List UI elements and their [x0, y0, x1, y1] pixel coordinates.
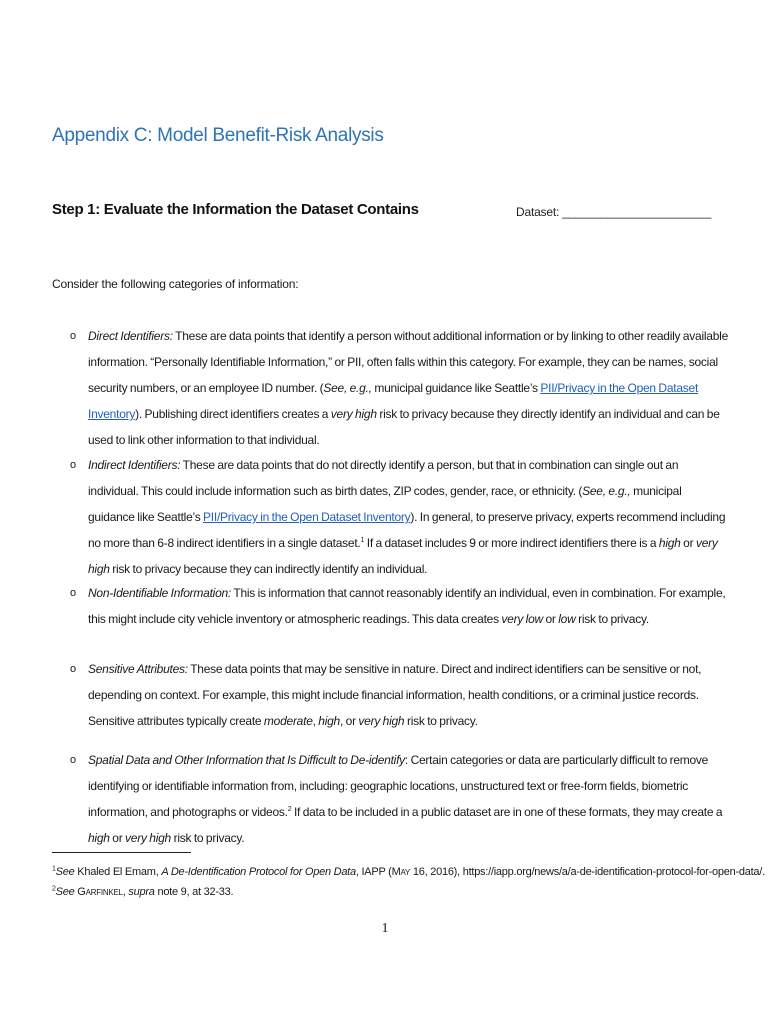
list-item-non-identifiable: o Non-Identifiable Information: This is information that cannot reasonably identify an individual, even in combination. For example, this might include city vehicle inventory or atmospheric readings. This data creates very low or low risk to privacy.: [88, 580, 728, 632]
bullet-icon: o: [70, 663, 76, 675]
page-number: 1: [381, 921, 389, 936]
footnote-2: $^2$See Garfinkel, supra note 9, at 32-33.: [52, 885, 234, 898]
footnote-divider: [52, 852, 191, 853]
bullet-icon: o: [70, 587, 76, 599]
footnote-ref: 1: [360, 537, 365, 544]
bullet-icon: o: [70, 459, 76, 471]
list-item-sensitive-attributes: o Sensitive Attributes: These data points that may be sensitive in nature. Direct and indirect identifiers can be sensitive or not, depending on context. For example, this might include financial information, health conditions, or a criminal justice records. Sensitive attributes typically create moderate, high, or very high risk to privacy.: [88, 656, 728, 734]
bullet-icon: o: [70, 754, 76, 766]
footnote-ref: 2: [287, 806, 292, 813]
pii-privacy-link[interactable]: PII/Privacy in the Open Dataset Inventory: [88, 381, 699, 421]
pii-privacy-link[interactable]: PII/Privacy in the Open Dataset Inventory: [203, 510, 411, 524]
bullet-icon: o: [70, 330, 76, 342]
list-item-direct-identifiers: o Direct Identifiers: These are data points that identify a person without additional information or by linking to other readily available information. “Personally Identifiable Information,” or PII, often falls within this category. For example, they can be names, social security numbers, or an employee ID number. (See, e.g., municipal guidance like Seattle’s PII/Privacy in the Open Dataset Inventory). Publishing direct identifiers creates a very high risk to privacy because they directly identify an individual and can be used to link other information to that individual.: [88, 323, 728, 453]
item-term: Non-Identifiable Information:: [88, 586, 231, 600]
list-item-indirect-identifiers: o Indirect Identifiers: These are data points that do not directly identify a person, but that in combination can single out an individual. This could include information such as birth dates, ZIP codes, gender, race, or ethnicity. (See, e.g., municipal guidance like Seattle’s PII/Privacy in the Open Dataset Inventory). In general, to preserve privacy, experts recommend including no more than 6-8 indirect identifiers in a single dataset.$^1$ If a dataset includes 9 or more indirect identifiers there is a high or very high risk to privacy because they can indirectly identify an individual.: [88, 452, 728, 582]
page-title: Appendix C: Model Benefit-Risk Analysis: [52, 125, 384, 146]
dataset-field-label: Dataset: _______________________: [516, 205, 712, 219]
intro-text: Consider the following categories of information:: [52, 277, 299, 291]
list-item-spatial-data: o Spatial Data and Other Information that Is Difficult to De-identify: Certain categories or data are particularly difficult to remove identifying or identifiable information from, including: geographic locations, unstructured text or free-form fields, biometric information, and photographs or videos.$^2$ If data to be included in a public dataset are in one of these formats, they may create a high or very high risk to privacy.: [88, 747, 728, 851]
item-term: Indirect Identifiers:: [88, 458, 181, 472]
step-heading: Step 1: Evaluate the Information the Dataset Contains: [52, 201, 419, 218]
item-term: Direct Identifiers:: [88, 329, 173, 343]
item-term: Spatial Data and Other Information that Is Difficult to De-identify: [88, 753, 405, 767]
footnote-1: $^1$See Khaled El Emam, A De-Identification Protocol for Open Data, IAPP (May 16, 2016), https://iapp.org/news/a/a-de-identification-protocol-for-open-data/.: [52, 865, 765, 878]
item-term: Sensitive Attributes:: [88, 662, 188, 676]
